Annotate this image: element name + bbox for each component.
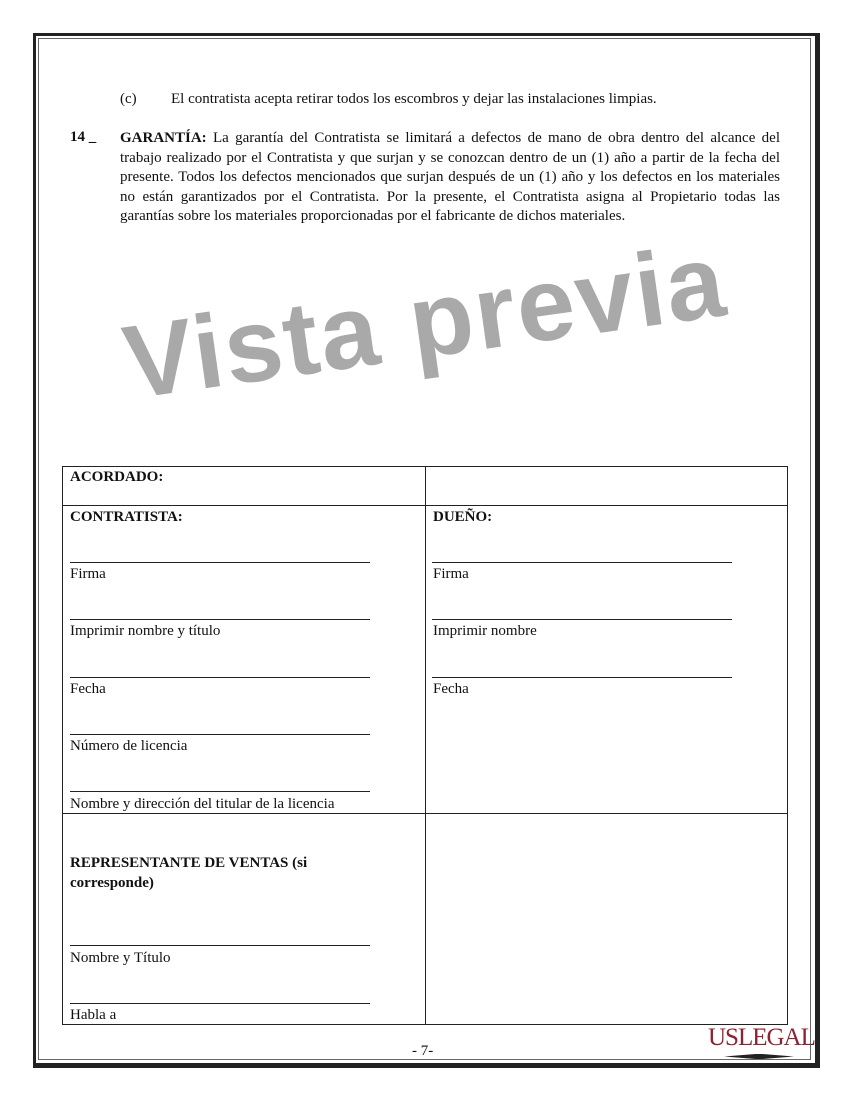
section-14-paragraph	[120, 129, 780, 227]
field-label: Número de licencia	[70, 738, 188, 754]
field-label: Fecha	[70, 681, 106, 697]
signature-line[interactable]	[70, 562, 370, 563]
field-label: Imprimir nombre	[433, 623, 537, 639]
page-number: - 7-	[412, 1043, 434, 1059]
field-label: Nombre y Título	[70, 950, 171, 966]
agreed-heading: ACORDADO:	[70, 469, 164, 485]
sales-name-line[interactable]	[70, 945, 370, 946]
owner-name-line[interactable]	[432, 619, 732, 620]
section-14-title: GARANTÍA:	[120, 130, 207, 146]
owner-signature-line[interactable]	[432, 562, 732, 563]
item-c-label: (c)	[120, 91, 137, 107]
field-label: Firma	[433, 566, 469, 582]
license-holder-line[interactable]	[70, 791, 370, 792]
date-line[interactable]	[70, 677, 370, 678]
contractor-heading: CONTRATISTA:	[70, 509, 183, 525]
watermark: Vista previa	[116, 222, 734, 422]
sales-rep-heading: REPRESENTANTE DE VENTAS (si corresponde)	[70, 855, 308, 891]
field-label: Fecha	[433, 681, 469, 697]
field-label: Habla a	[70, 1007, 117, 1023]
print-name-line[interactable]	[70, 619, 370, 620]
sales-address-line[interactable]	[70, 1003, 370, 1004]
field-label: Firma	[70, 566, 106, 582]
uslegal-logo: USLEGAL	[708, 1024, 815, 1051]
field-label: Imprimir nombre y título	[70, 623, 221, 639]
section-14-number: 14 _	[70, 129, 97, 145]
owner-heading: DUEÑO:	[433, 509, 493, 525]
field-label: Nombre y dirección del titular de la licencia	[70, 796, 335, 812]
item-c-text: El contratista acepta retirar todos los escombros y dejar las instalaciones limpias.	[171, 91, 657, 107]
license-line[interactable]	[70, 734, 370, 735]
owner-date-line[interactable]	[432, 677, 732, 678]
section-14-text: La garantía del Contratista se limitará a defectos de mano de obra dentro del alcance del trabajo realizado por el Contratista y que surjan y se conozcan dentro de un (1) año a partir de la fecha del presente. Todos los defectos mencionados que surjan después de un (1) año y los defectos en los materiales no están garantizados por el Contratista. Por la presente, el Contratista asigna al Propietario todas las garantías sobre los materiales proporcionadas por el fabricante de dichos materiales.	[120, 130, 780, 224]
